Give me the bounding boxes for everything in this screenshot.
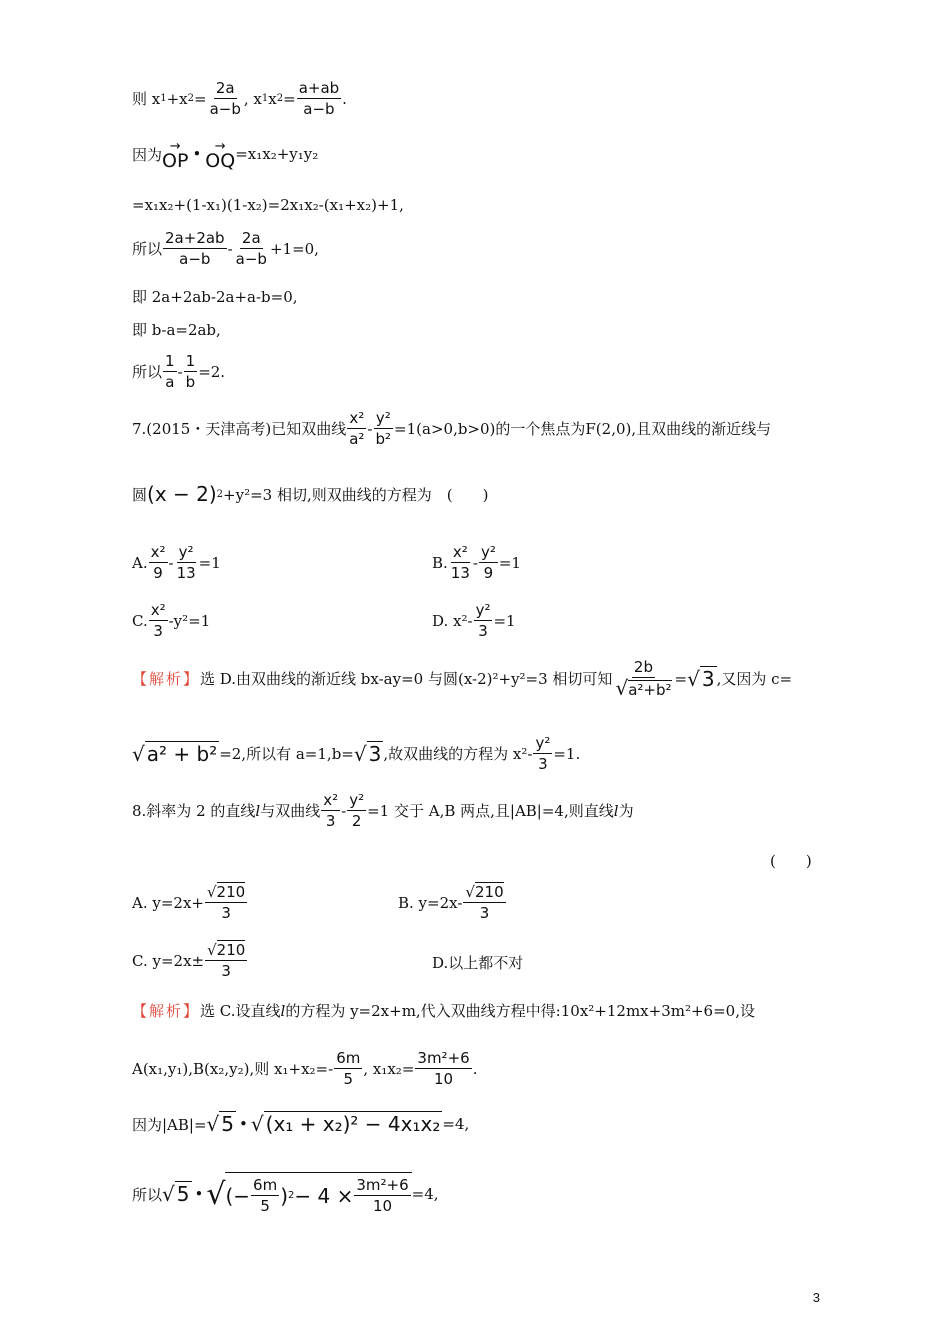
line-expansion: =x₁x₂+(1-x₁)(1-x₂)=2x₁x₂-(x₁+x₂)+1, [132,196,404,214]
analysis-8-substitute: 所以 √ 5 • √ (− $\frac{6m}{5}$ ) 2 − 4 × $\frac{\text{3m²+6}}{10}$ =4, [132,1172,439,1216]
q7-option-b: B. $\frac{\text{x²}}{13}$ - $\frac{\text{y²}}{9}$ =1 [432,543,521,582]
question-8: 8.斜率为 2 的直线 l 与双曲线 $\frac{\text{x²}}{3}$ - $\frac{\text{y²}}{2}$ =1 交于 A,B 两点,且|AB|=4,则直线 l 为 [132,791,634,830]
question-7-cont: 圆 (x − 2) 2 +y²=3 相切,则双曲线的方程为 ( ) [132,482,489,506]
analysis-tag: 【解析】 [132,1002,201,1020]
q8-option-a: A. y=2x+ $\frac{√210}{3}$ [132,883,246,922]
sqrt: √ 3 [687,666,715,691]
analysis-8-roots: A(x₁,y₁),B(x₂,y₂),则 x₁+x₂=- $\frac{6m}{5}$ , x₁x₂= $\frac{\text{3m²+6}}{10}$ . [132,1049,478,1088]
analysis-8: 【解析】 选 C.设直线 l 的方程为 y=2x+m,代入双曲线方程中得:10x²+12mx+3m²+6=0,设 [132,1001,755,1020]
line-result: 所以 $\frac{1}{a}$ - $\frac{1}{b}$ =2. [132,352,226,391]
analysis-7-cont: √ a² + b² =2,所以有 a=1,b= √ 3 ,故双曲线的方程为 x²- $\frac{\text{y²}}{3}$ =1. [132,734,581,773]
line-sum-product: 则 x 1 +x 2 = $\frac{2a}{a-b}$ , x 1 x 2 = $\frac{a+ab}{a-b}$ . [132,79,347,118]
line-equation: 所以 $\frac{2a+2ab}{a-b}$ - $\frac{2a}{a-b}$ +1=0, [132,229,319,268]
q8-option-d: D.以上都不对 [432,954,524,972]
q7-option-c: C. $\frac{\text{x²}}{3}$ -y²=1 [132,601,211,640]
analysis-tag: 【解析】 [132,670,201,688]
q7-option-a: A. $\frac{\text{x²}}{9}$ - $\frac{\text{y²}}{13}$ =1 [132,543,221,582]
vector-op: → OP [162,139,189,172]
line-dot-product: 因为 → OP • → OQ =x₁x₂+y₁y₂ [132,139,319,172]
fraction: $\frac{2a}{a-b}$ [209,79,241,118]
line-simplify-1: 即 2a+2ab-2a+a-b=0, [132,288,298,306]
page-number: 3 [812,1290,820,1305]
analysis-8-ab: 因为|AB|= √ 5 • √ (x₁ + x₂)² − 4x₁x₂ =4, [132,1112,470,1136]
q8-option-b: B. y=2x- $\frac{√210}{3}$ [398,883,504,922]
question-7: 7.(2015・天津高考)已知双曲线 $\frac{\text{x²}}{\text{a²}}$ - $\frac{\text{y²}}{\text{b²}}$ =1(a>0,b>0)的一个焦点为F(2,0),且双曲线的渐近线与 [132,409,772,448]
fraction: $\frac{a+ab}{a-b}$ [298,79,340,118]
q8-option-c: C. y=2x± $\frac{√210}{3}$ [132,941,246,980]
analysis-7: 【解析】 选 D.由双曲线的渐近线 bx-ay=0 与圆(x-2)²+y²=3 相切可知 $\frac{2b}{\text{√a²+b²}}$ = √ 3 ,又因为 c= [132,658,793,700]
q8-answer-paren: ( ) [770,852,812,870]
q7-option-d: D. x²- $\frac{\text{y²}}{3}$ =1 [432,601,516,640]
vector-oq: → OQ [205,139,236,172]
line-simplify-2: 即 b-a=2ab, [132,321,221,339]
